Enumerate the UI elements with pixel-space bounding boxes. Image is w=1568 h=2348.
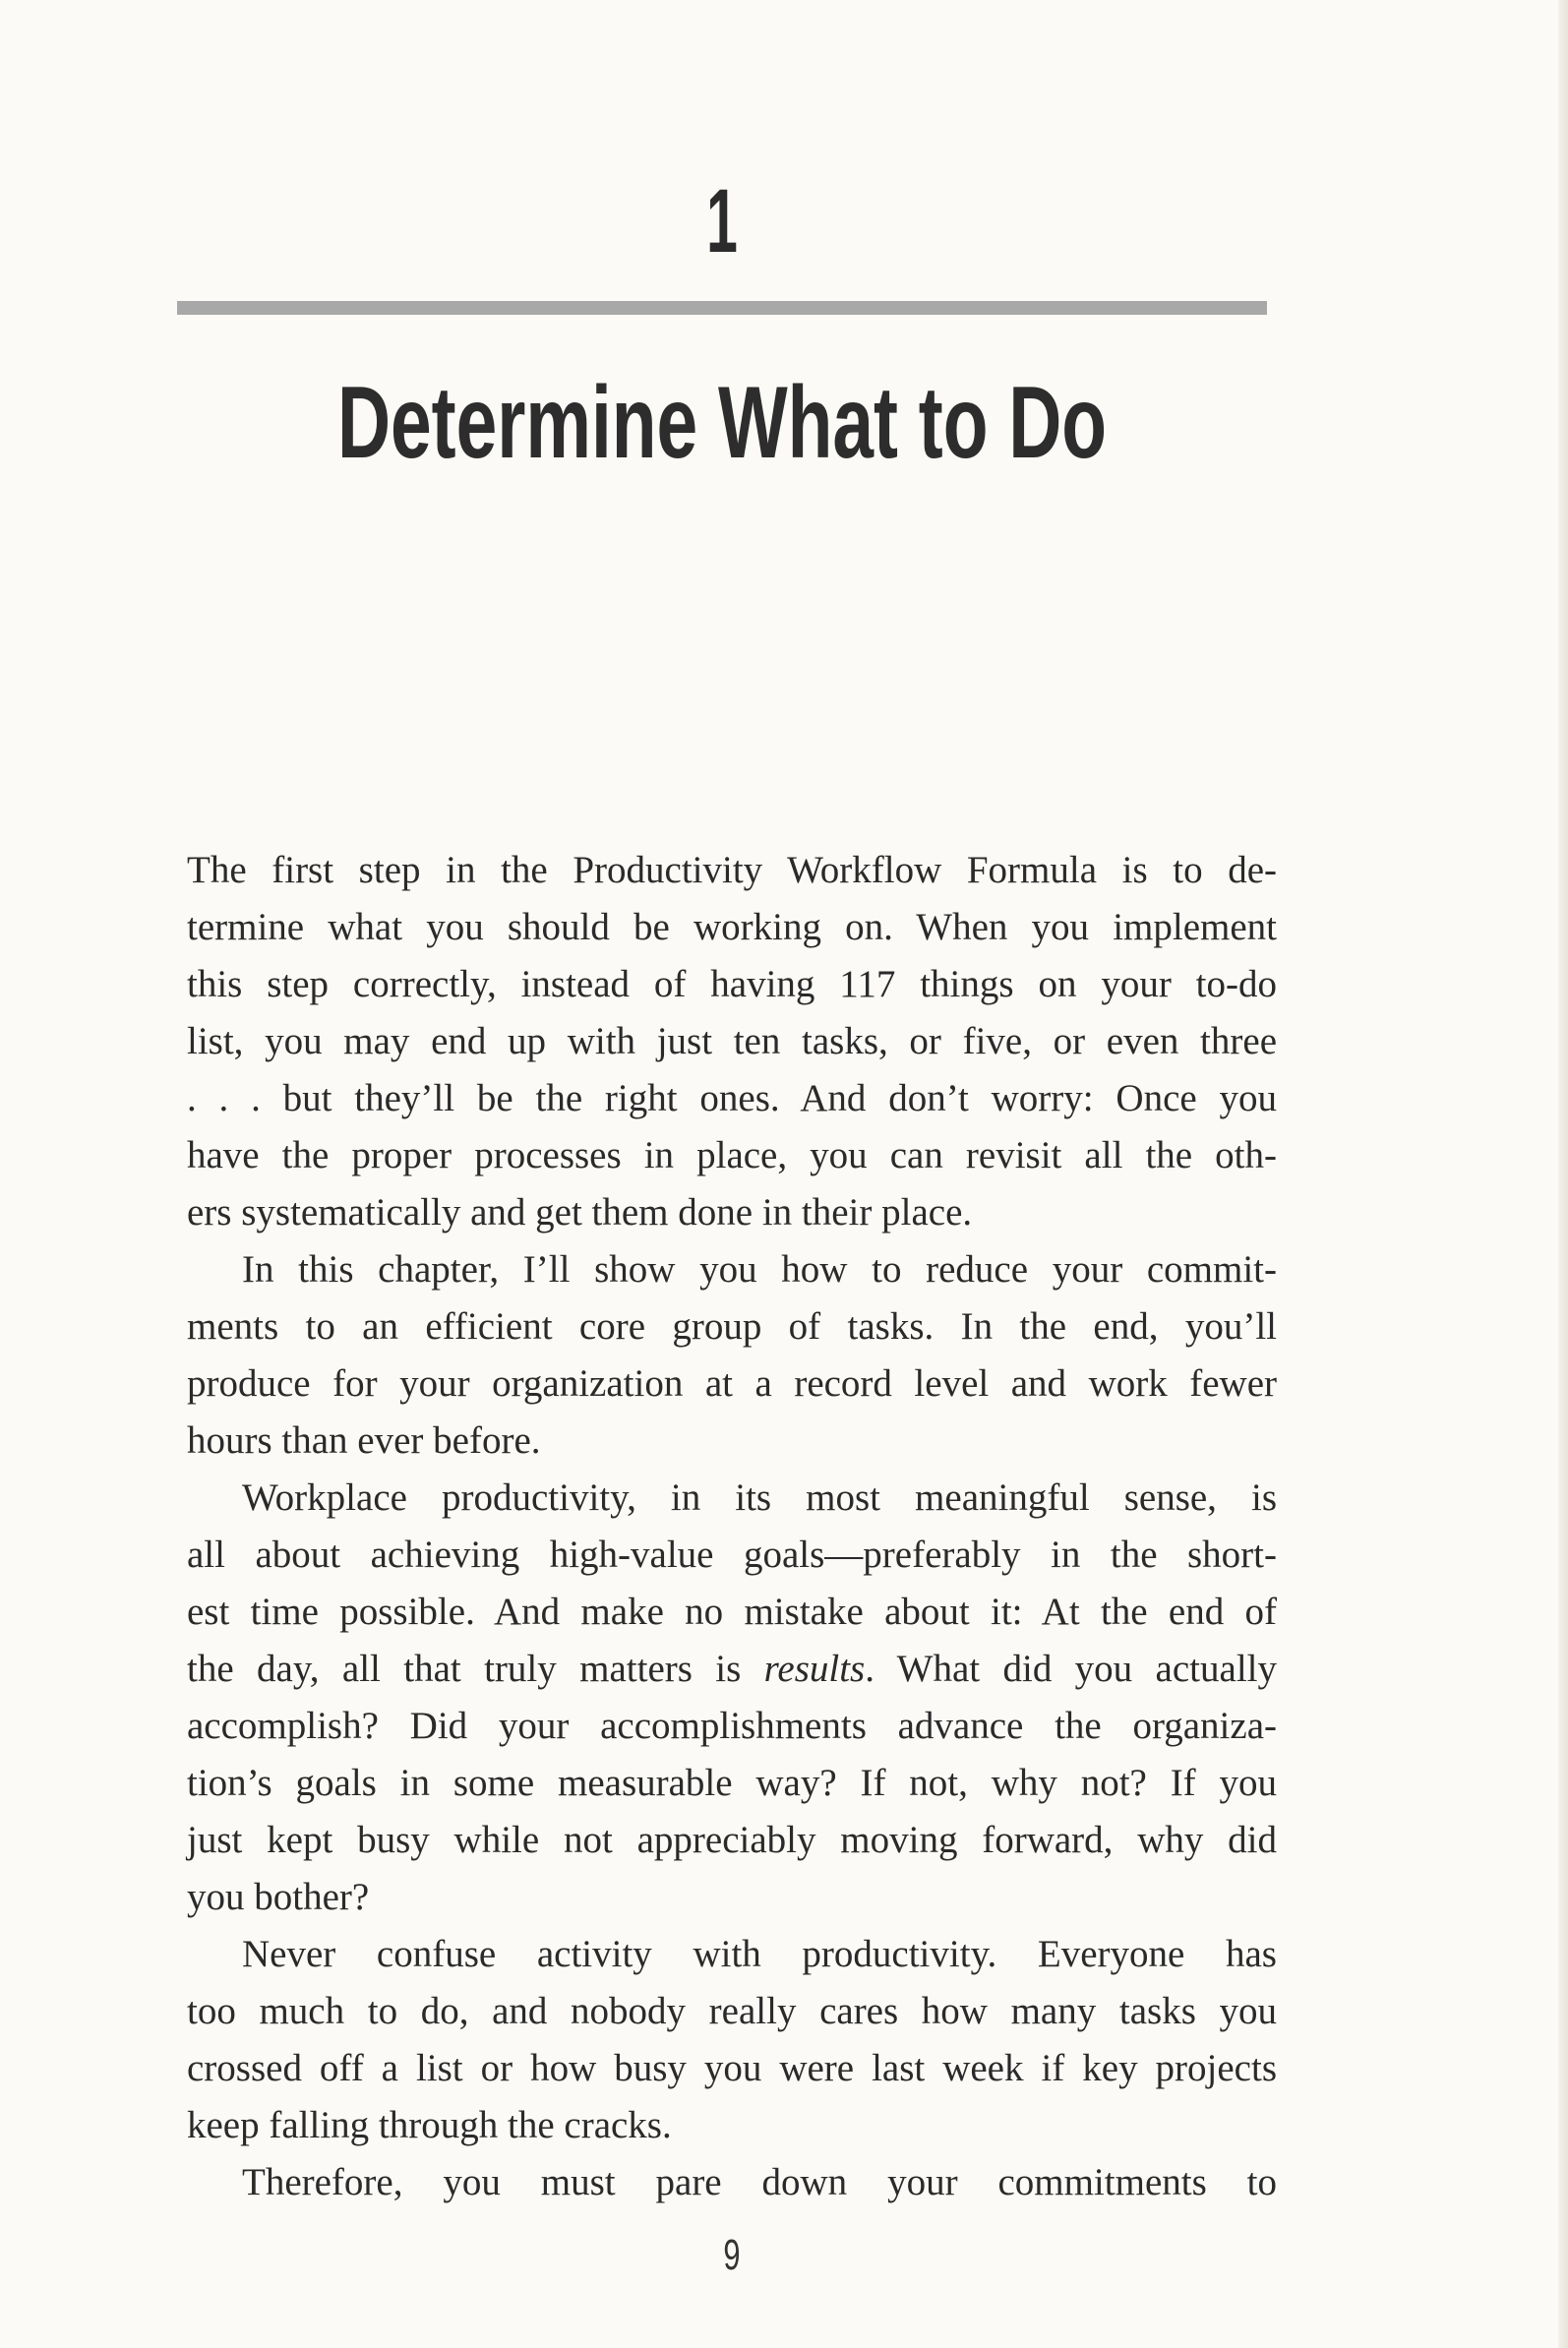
text-line: just kept busy while not appreciably moving forward, why did (187, 1819, 1277, 1861)
paragraph (187, 1470, 1277, 1926)
text-line: est time possible. And make no mistake about it: At the end of (187, 1591, 1277, 1633)
text-line: In this chapter, I’ll show you how to reduce your commit- (242, 1248, 1277, 1291)
text-line: tion’s goals in some measurable way? If not, why not? If you (187, 1762, 1277, 1804)
line-segment: . What did you actually (865, 1648, 1277, 1690)
text-line: . . . but they’ll be the right ones. And don’t worry: Once you (187, 1077, 1277, 1119)
page-number: 9 (723, 2231, 741, 2279)
text-line: list, you may end up with just ten tasks, or five, or even three (187, 1020, 1277, 1062)
emphasis-results: results (763, 1648, 866, 1690)
chapter-divider-rule (177, 301, 1267, 315)
text-line-with-italic (187, 1641, 1277, 1698)
chapter-title: Determine What to Do (336, 366, 1108, 480)
text-line: this step correctly, instead of having 117 things on your to-do (187, 963, 1277, 1005)
text-line: crossed off a list or how busy you were last week if key projects (187, 2047, 1277, 2089)
text-line: keep falling through the cracks. (187, 2104, 672, 2146)
text-line: too much to do, and nobody really cares how many tasks you (187, 1990, 1277, 2032)
text-line: ments to an efficient core group of tasks. In the end, you’ll (187, 1305, 1277, 1348)
text-line: all about achieving high-value goals—preferably in the short- (187, 1534, 1277, 1576)
text-line: termine what you should be working on. When you implement (187, 906, 1277, 948)
line-segment: the day, all that truly matters is (187, 1648, 764, 1690)
chapter-number: 1 (706, 171, 738, 271)
paragraph (187, 2154, 1277, 2211)
text-line: The first step in the Productivity Workflow Formula is to de- (187, 849, 1277, 891)
text-line: Workplace productivity, in its most meaningful sense, is (242, 1476, 1277, 1519)
text-line: produce for your organization at a record level and work fewer (187, 1362, 1277, 1405)
text-line: Therefore, you must pare down your commitments to (242, 2161, 1277, 2203)
paragraph (187, 842, 1277, 1241)
text-line: hours than ever before. (187, 1419, 541, 1462)
text-line: have the proper processes in place, you can revisit all the oth- (187, 1134, 1277, 1176)
text-line: Never confuse activity with productivity. Everyone has (242, 1933, 1277, 1975)
body-text (187, 842, 1277, 2211)
paragraph (187, 1241, 1277, 1470)
page-edge (1558, 0, 1568, 2348)
paragraph (187, 1926, 1277, 2154)
text-line: accomplish? Did your accomplishments advance the organiza- (187, 1705, 1277, 1747)
text-line: ers systematically and get them done in their place. (187, 1191, 973, 1234)
text-line: you bother? (187, 1876, 370, 1918)
